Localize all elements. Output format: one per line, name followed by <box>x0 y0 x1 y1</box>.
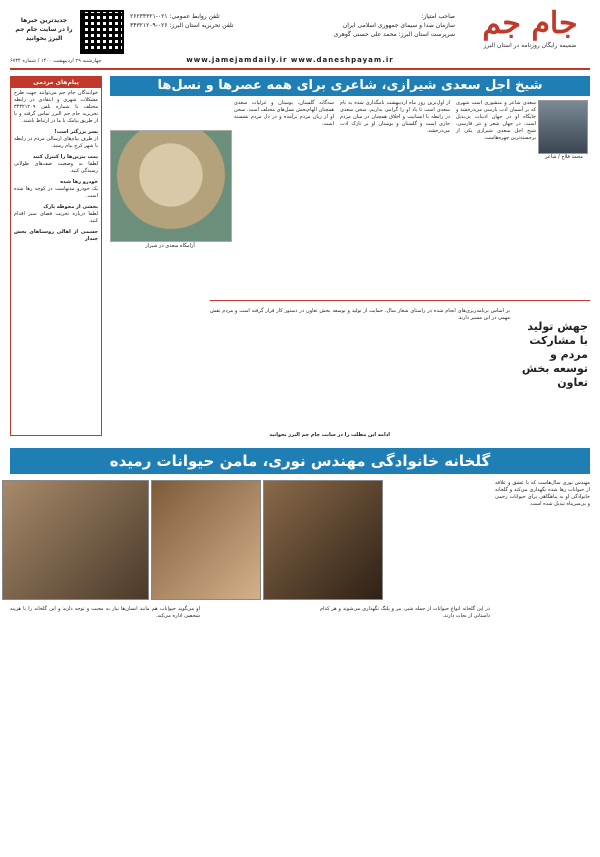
sidebar-item-text: یک خودرو مدتهاست در کوچه رها شده است. <box>14 186 98 199</box>
sidebar-item <box>11 152 101 177</box>
slogan-line: را در سایت جام جم البرز بخوانید <box>15 26 73 42</box>
contact-line: تلفن تحریریه استان البرز: ۰۲۶-۳۴۳۲۱۲۰۹ <box>130 22 234 29</box>
story-col-mid: در این گلخانه انواع حیوانات از جمله شیر، ببر و پلنگ نگهداری می‌شوند و هر کدام داستانی از نجات دارند. <box>320 606 490 619</box>
slogan <box>10 16 78 43</box>
man-with-lion-photo <box>2 480 149 600</box>
sidebar-item-title: خودرو رها شده <box>60 179 98 185</box>
photo-strip <box>10 480 480 600</box>
headline-saadi: شیخ اجل سعدی شیرازی، شاعری برای همه عصرها و نسل‌ها <box>110 76 590 96</box>
sidebar-item <box>11 202 101 227</box>
publisher-line: سازمان صدا و سیمای جمهوری اسلامی ایران <box>342 22 455 29</box>
article-col-2: از اول‌ترین روز ماه اردیبهشت نامگذاری شده به نام سعدی است تا یاد او را گرامی بداریم. سخن سعدی در رابطه با انسانیت و اخلاق همچنان در میان مردم جاری است و گلستان و بوستان او بر تارک ادب می‌درخشد. <box>340 100 450 134</box>
sidebar-item-title: پسر بزرگتر است! <box>54 129 98 135</box>
story-col-left: او می‌گوید حیوانات هم مانند انسان‌ها نیاز به محبت و توجه دارند و این گلخانه را با هزینه شخصی اداره می‌کند. <box>10 606 200 619</box>
headline-greenhouse: گلخانه خانوادگی مهندس نوری، مامن حیوانات رمیده <box>10 448 590 474</box>
sidebar-intro: خوانندگان جام جم می‌توانند جهت طرح مشکلات شهری و انتقادی در رابطه مختلف با شماره تلفن ۳۴۳۲۱۲۰۹ تحریریه جام جم البرز تماس گرفته و یا از طریق پیامک با ما در ارتباط باشند. <box>14 90 98 124</box>
read-more-note[interactable]: ادامه این مطلب را در سایت جام جم البرز بخوانید <box>269 432 390 438</box>
sidebar-item <box>11 177 101 202</box>
contact-line: تلفن روابط عمومی: ۰۲۱-۲۶۲۳۴۳۲۱ <box>130 13 220 20</box>
contact-info <box>130 12 280 30</box>
dateline: چهارشنبه ۲۹ اردیبهشت ۱۴۰۰ / شماره ۶۷۳۴ <box>10 58 102 64</box>
divider <box>210 300 590 301</box>
tiger-photo <box>263 480 383 600</box>
publisher-line: سرپرست استان البرز: محمد علی حسنی گوهری <box>333 31 455 38</box>
saadi-portrait <box>110 130 232 242</box>
author-caption: محمد فلاح / شاعر <box>545 154 583 160</box>
sidebar-item <box>11 227 101 245</box>
sidebar-public-messages <box>10 76 102 436</box>
publisher-line: صاحب امتیاز: <box>421 13 455 20</box>
sidebar-item-text: لطفا درباره تخریب فضای سبز اقدام کنید. <box>14 211 98 224</box>
article2-title: جهش تولید با مشارکت مردم و توسعه بخش تعاون <box>521 320 588 389</box>
author-photo <box>538 100 588 154</box>
sidebar-header: پیام‌های مردمی <box>11 77 101 88</box>
article2-body: بر اساس برنامه‌ریزی‌های انجام شده در راستای شعار سال، حمایت از تولید و توسعه بخش تعاون در دستور کار قرار گرفته است و مردم نقش مهمی در این مسیر دارند. <box>210 308 510 321</box>
sidebar-item <box>11 127 101 152</box>
logo <box>470 8 590 49</box>
man-with-tiger-photo <box>151 480 261 600</box>
masthead <box>10 6 590 70</box>
sidebar-item-title: جسمی از اهالی روستاهای بخش چندار <box>14 229 98 242</box>
sidebar-item-title: بخشی از محوطه پارک <box>43 204 98 210</box>
websites[interactable]: www.jamejamdaily.ir www.daneshpayam.ir <box>186 56 394 64</box>
sidebar-item-text: از طرف پیام‌های ارسالی مردم در رابطه با شهر کرج پیام رسید. <box>14 136 98 149</box>
logo-tagline: ضمیمه رایگان روزنامه در استان البرز <box>483 42 577 49</box>
article-col-1: سعدی شاعر و منشوری است شهری که بر آسمان ادب پارسی می‌درخشد و جایگاه او در جهان ادبیات بی‌بدیل است. در جهان شعر و نثر فارسی، شیخ اجل سعدی شیرازی یکی از برجسته‌ترین چهره‌هاست. <box>456 100 536 141</box>
logo-name: جام جم <box>482 6 578 41</box>
sidebar-item-text: لطفا به وضعیت صف‌های طولانی رسیدگی کنید. <box>14 161 98 174</box>
publisher-info <box>275 12 455 39</box>
sidebar-item-title: پمپ بنزین‌ها را کنترل کنید <box>32 154 98 160</box>
slogan-line: جدیدترین خبرها <box>20 17 68 24</box>
qr-code-icon <box>80 10 124 54</box>
portrait-caption: آرامگاه سعدی در شیراز <box>145 243 195 249</box>
story-col-right: مهندس نوری سال‌هاست که با عشق و علاقه از حیوانات رها شده نگهداری می‌کند و گلخانه خانوادگی او به پناهگاهی برای حیوانات زخمی و بی‌سرپناه تبدیل شده است. <box>495 480 590 507</box>
article-col-3: سه‌گانه گلستان، بوستان و غزلیات سعدی همچنان الهام‌بخش نسل‌های مختلف است. سخن او از زبان مردم برآمده و در دل مردم نشسته است. <box>234 100 334 127</box>
